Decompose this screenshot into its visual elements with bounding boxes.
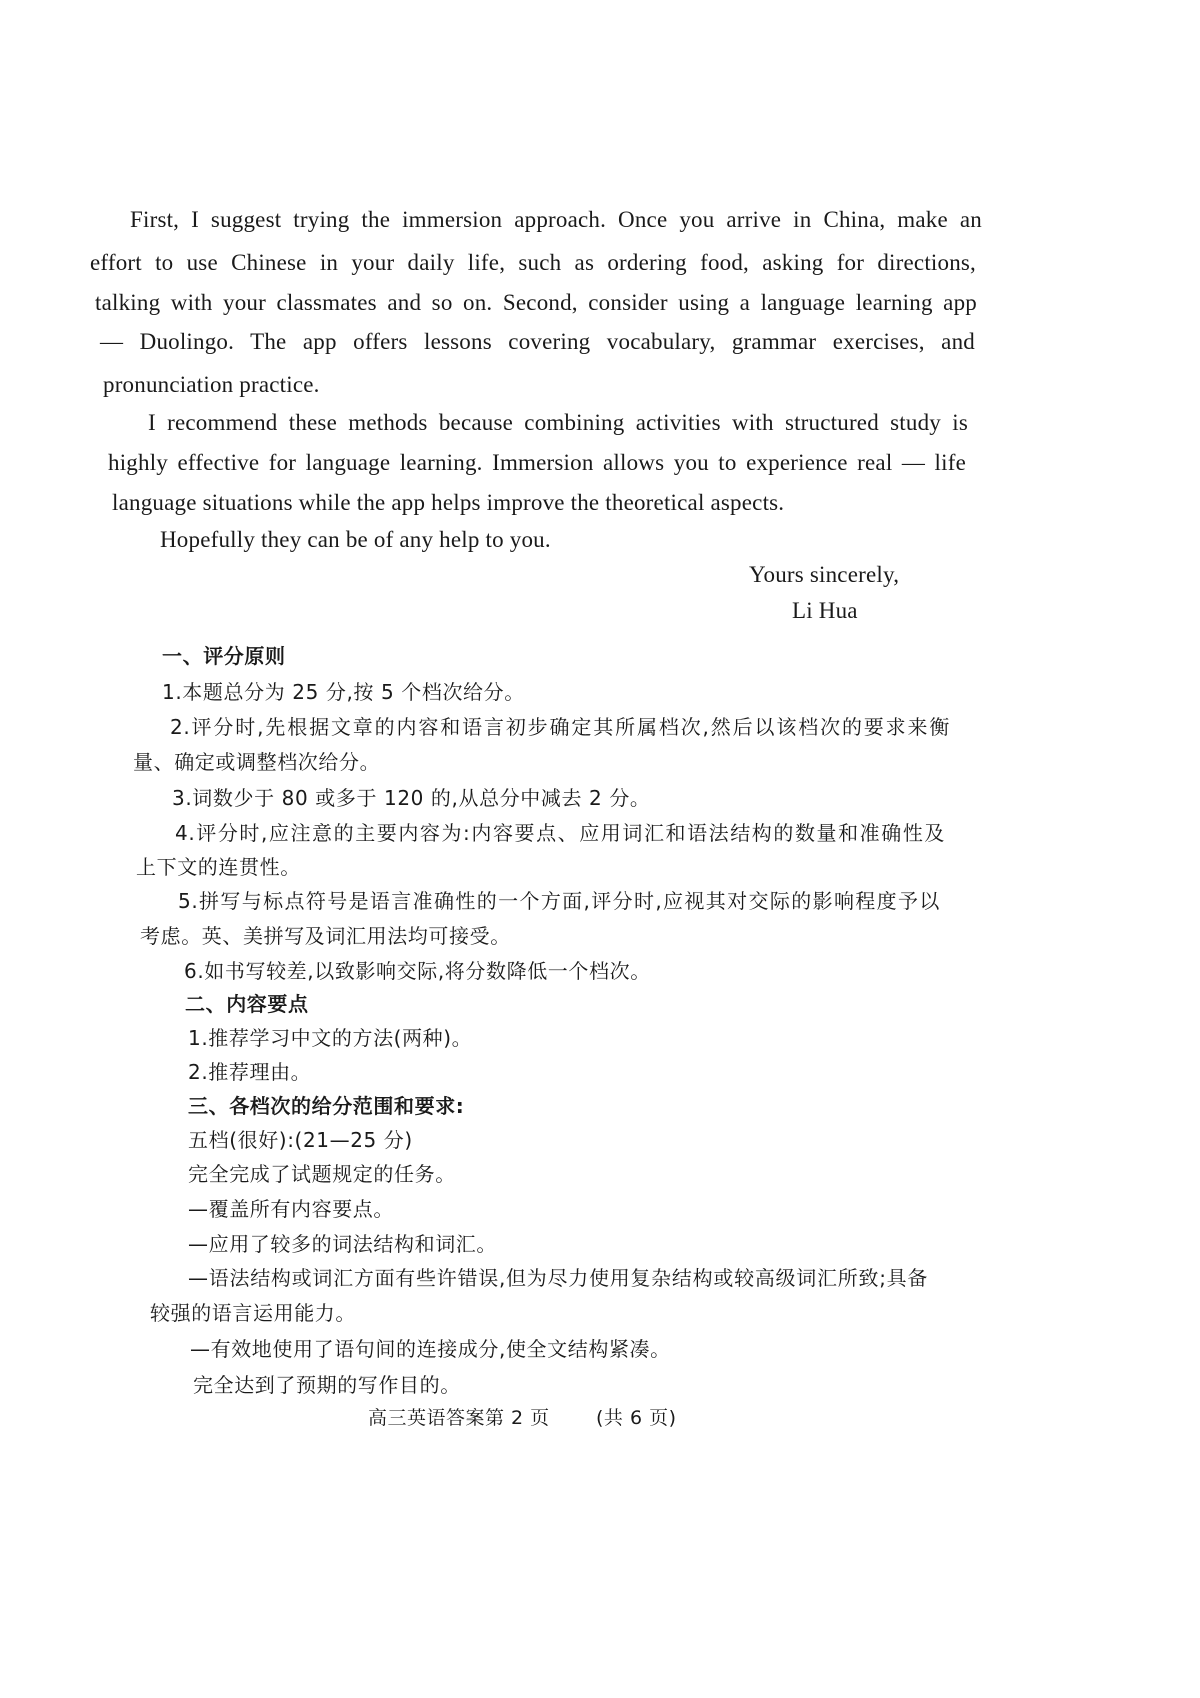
tier-5-item-4-line-1: —语法结构或词汇方面有些许错误,但为尽力使用复杂结构或较高级词汇所致;具备 (188, 1266, 928, 1290)
content-point-2: 2.推荐理由。 (188, 1060, 312, 1084)
tier-5-item-5: —有效地使用了语句间的连接成分,使全文结构紧凑。 (190, 1337, 671, 1361)
letter-paragraph-1-line-1: First, I suggest trying the immersion approach. Once you arrive in China, make an (130, 207, 982, 232)
letter-paragraph-1-line-3: talking with your classmates and so on. Second, consider using a language learning app (95, 290, 977, 315)
letter-paragraph-2-line-2: highly effective for language learning. Immersion allows you to experience real — life (108, 450, 966, 475)
content-point-1: 1.推荐学习中文的方法(两种)。 (188, 1026, 473, 1050)
rule-5-line-1: 5.拼写与标点符号是语言准确性的一个方面,评分时,应视其对交际的影响程度予以 (178, 889, 940, 913)
tier-5-item-2: —覆盖所有内容要点。 (188, 1197, 394, 1221)
footer-total-pages: (共 6 页) (596, 1407, 677, 1429)
tier-5-title: 五档(很好):(21—25 分) (188, 1128, 413, 1152)
tier-5-item-3: —应用了较多的词法结构和词汇。 (188, 1232, 497, 1256)
rule-4-line-1: 4.评分时,应注意的主要内容为:内容要点、应用词汇和语法结构的数量和准确性及 (175, 821, 945, 845)
letter-closing: Yours sincerely, (749, 562, 900, 587)
section-title-content-points: 二、内容要点 (185, 992, 309, 1016)
letter-signature: Li Hua (792, 598, 858, 623)
rule-5-line-2: 考虑。英、美拼写及词汇用法均可接受。 (140, 924, 511, 948)
rule-4-line-2: 上下文的连贯性。 (136, 855, 301, 879)
section-title-score-ranges: 三、各档次的给分范围和要求: (188, 1094, 465, 1118)
letter-paragraph-1-line-4: — Duolingo. The app offers lessons covering vocabulary, grammar exercises, and (100, 329, 975, 354)
rule-2-line-1: 2.评分时,先根据文章的内容和语言初步确定其所属档次,然后以该档次的要求来衡 (170, 715, 950, 739)
rule-6: 6.如书写较差,以致影响交际,将分数降低一个档次。 (184, 959, 651, 983)
tier-5-item-4-line-2: 较强的语言运用能力。 (150, 1301, 356, 1325)
letter-paragraph-3: Hopefully they can be of any help to you. (160, 527, 551, 552)
section-title-scoring-principles: 一、评分原则 (162, 644, 286, 668)
footer-page-label: 高三英语答案第 2 页 (368, 1407, 550, 1429)
rule-3: 3.词数少于 80 或多于 120 的,从总分中减去 2 分。 (172, 786, 651, 810)
letter-paragraph-2-line-3: language situations while the app helps improve the theoretical aspects. (112, 490, 785, 515)
letter-paragraph-2-line-1: I recommend these methods because combining activities with structured study is (148, 410, 968, 435)
letter-paragraph-1-line-5: pronunciation practice. (103, 372, 320, 397)
rule-1: 1.本题总分为 25 分,按 5 个档次给分。 (162, 680, 525, 704)
tier-5-item-6: 完全达到了预期的写作目的。 (193, 1373, 461, 1397)
letter-paragraph-1-line-2: effort to use Chinese in your daily life, such as ordering food, asking for directions, (90, 250, 976, 275)
rule-2-line-2: 量、确定或调整档次给分。 (133, 750, 381, 774)
tier-5-item-1: 完全完成了试题规定的任务。 (188, 1162, 456, 1186)
